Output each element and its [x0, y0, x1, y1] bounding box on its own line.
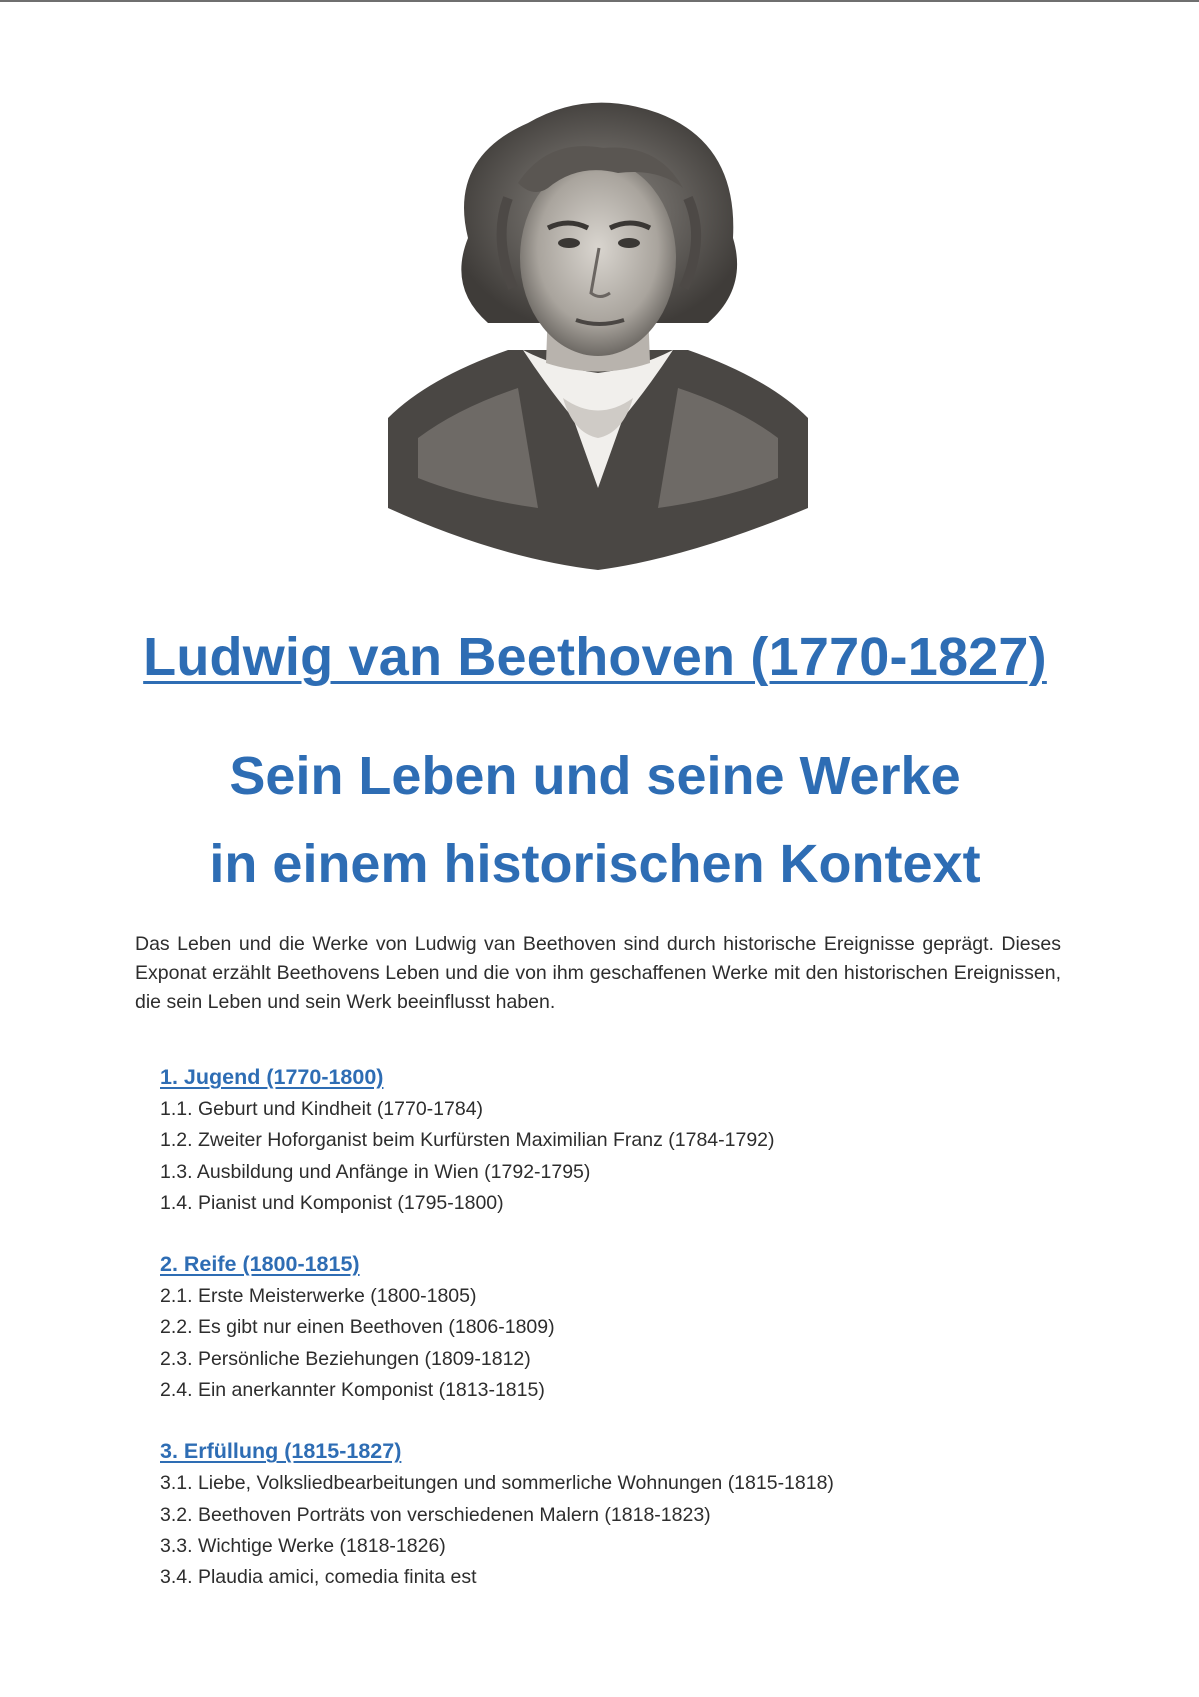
beethoven-portrait-icon — [388, 88, 808, 570]
subtitle-line-1: Sein Leben und seine Werke — [229, 746, 961, 806]
list-item: 2.4. Ein anerkannter Komponist (1813-1815) — [160, 1379, 545, 1402]
list-item: 3.4. Plaudia amici, comedia finita est — [160, 1566, 477, 1589]
page-title: Ludwig van Beethoven (1770-1827) — [143, 627, 1047, 687]
list-item: 1.4. Pianist und Komponist (1795-1800) — [160, 1191, 504, 1214]
page-top-edge — [0, 0, 1199, 2]
list-item: 2.3. Persönliche Beziehungen (1809-1812) — [160, 1347, 531, 1370]
section-heading: 2. Reife (1800-1815) — [160, 1252, 360, 1277]
list-item: 3.2. Beethoven Porträts von verschiedenen Malern (1818-1823) — [160, 1503, 711, 1526]
list-item: 2.1. Erste Meisterwerke (1800-1805) — [160, 1285, 477, 1308]
list-item: 1.1. Geburt und Kindheit (1770-1784) — [160, 1098, 484, 1120]
section-heading: 3. Erfüllung (1815-1827) — [160, 1439, 402, 1464]
list-item: 2.2. Es gibt nur einen Beethoven (1806-1809) — [160, 1316, 555, 1339]
subtitle-line-2: in einem historischen Kontext — [209, 834, 981, 894]
list-item: 1.2. Zweiter Hoforganist beim Kurfürsten Maximilian Franz (1784-1792) — [160, 1129, 775, 1152]
section-reife — [160, 1249, 1060, 1406]
intro-paragraph: Das Leben und die Werke von Ludwig van Beethoven sind durch historische Ereignisse geprägt. Dieses Exponat erzählt Beethovens Leben und die von ihm geschaffenen Werke mit den historischen Ereignissen, die sein Leben und sein Werk beeinflusst haben. — [135, 933, 1061, 1013]
list-item: 3.1. Liebe, Volksliedbearbeitungen und sommerliche Wohnungen (1815-1818) — [160, 1472, 834, 1495]
list-item: 1.3. Ausbildung und Anfänge in Wien (1792-1795) — [160, 1160, 591, 1183]
page-subtitle — [40, 732, 1150, 908]
section-jugend — [160, 1062, 1060, 1219]
section-erfuellung — [160, 1436, 1060, 1593]
list-item: 3.3. Wichtige Werke (1818-1826) — [160, 1534, 446, 1557]
section-heading: 1. Jugend (1770-1800) — [160, 1065, 384, 1089]
table-of-contents — [160, 1062, 1060, 1624]
